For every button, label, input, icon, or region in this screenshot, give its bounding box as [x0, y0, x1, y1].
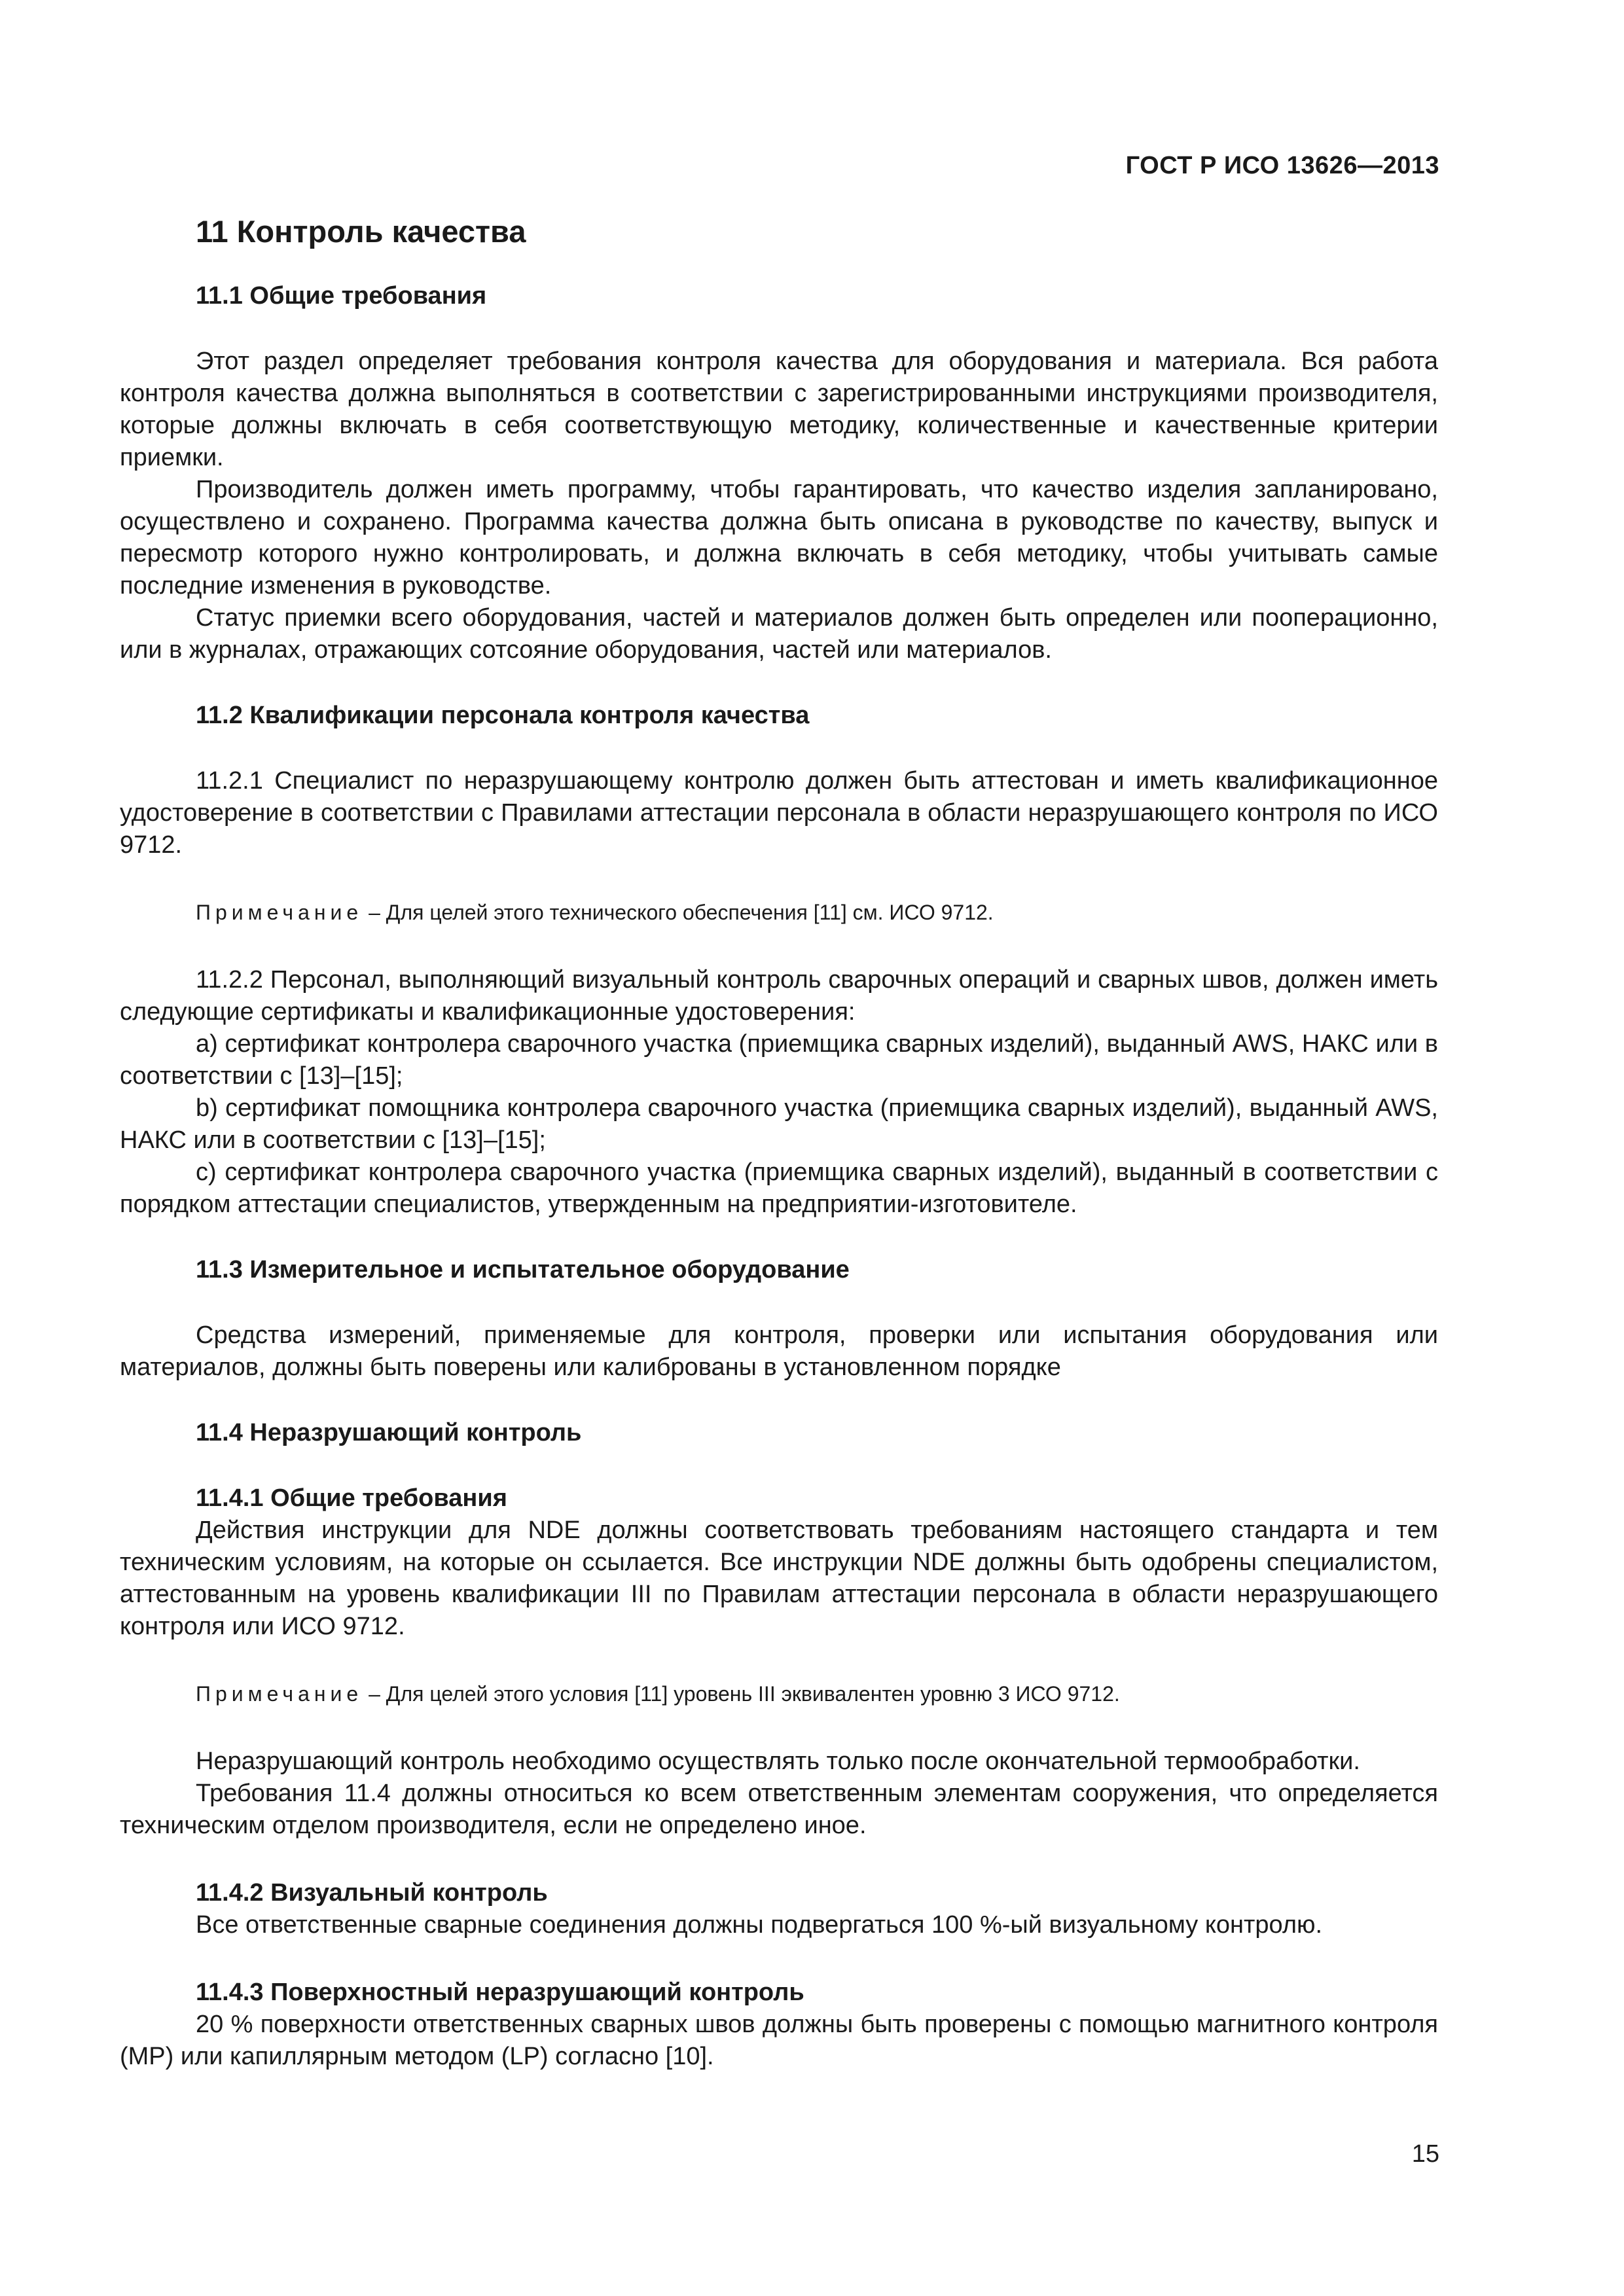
paragraph: Все ответственные сварные соединения должны подвергаться 100 %-ый визуальному контролю.: [196, 1911, 1323, 1939]
paragraph: Средства измерений, применяемые для контроля, проверки или испытания оборудования или материалов, должны быть поверены или калиброваны в установленном порядке: [120, 1321, 1438, 1381]
paragraph: Неразрушающий контроль необходимо осуществлять только после окончательной термообработки.: [196, 1748, 1360, 1775]
list-item-c: c) сертификат контролера сварочного участка (приемщика сварных изделий), выданный в соответствии с порядком аттестации специалистов, утвержденным на предприятии-изготовителе.: [120, 1158, 1438, 1218]
paragraph: Производитель должен иметь программу, чтобы гарантировать, что качество изделия запланировано, осуществлено и сохранено. Программа качества должна быть описана в руководстве по качеству, выпуск и пересмотр которого нужно контролировать, и должна включать в себя методику, чтобы учитывать самые последние изменения в руководстве.: [120, 476, 1438, 600]
list-item-a: a) сертификат контролера сварочного участка (приемщика сварных изделий), выданный AWS, НАКС или в соответствии с [13]–[15];: [120, 1030, 1438, 1090]
paragraph: Требования 11.4 должны относиться ко всем ответственным элементам сооружения, что определяется техническим отделом производителя, если не определено иное.: [120, 1780, 1438, 1839]
paragraph: Статус приемки всего оборудования, частей и материалов должен быть определен или пооперационно, или в журналах, отражающих сотсояние оборудования, частей или материалов.: [120, 604, 1438, 664]
section-11-1-body: [120, 346, 1438, 666]
paragraph: Действия инструкции для NDE должны соответствовать требованиям настоящего стандарта и тем техническим условиям, на которые он ссылается. Все инструкции NDE должны быть одобрены специалистом, аттестованным на уровень квалификации III по Правилам аттестации персонала в области неразрушающего контроля или ИСО 9712.: [120, 1516, 1438, 1640]
note-text: – Для целей этого технического обеспечения [11] см. ИСО 9712.: [363, 901, 994, 924]
section-11-heading: 11 Контроль качества: [196, 214, 526, 249]
section-11-4-1-heading: 11.4.1 Общие требования: [196, 1484, 507, 1512]
section-11-4-3-body: [120, 2009, 1438, 2073]
section-11-4-2-heading: 11.4.2 Визуальный контроль: [196, 1879, 548, 1907]
page-content: [120, 213, 1438, 2108]
paragraph: Этот раздел определяет требования контроля качества для оборудования и материала. Вся работа контроля качества должна выполняться в соответствии с зарегистрированными инструкциями производителя, которые должны включать в себя соответствующую методику, количественные и качественные критерии приемки.: [120, 348, 1438, 471]
note-11-2-1: [196, 897, 1438, 929]
section-11-4-3-heading: 11.4.3 Поверхностный неразрушающий контроль: [196, 1979, 804, 2006]
note-text: – Для целей этого условия [11] уровень III эквивалентен уровню 3 ИСО 9712.: [363, 1682, 1120, 1706]
section-11-2-heading: 11.2 Квалификации персонала контроля качества: [196, 702, 810, 729]
section-11-4-2-body: [120, 1909, 1438, 1941]
section-11-4-heading: 11.4 Неразрушающий контроль: [196, 1419, 582, 1446]
clause-11-2-2: [120, 964, 1438, 1221]
section-11-4-1-body: [120, 1515, 1438, 1643]
list-item-b: b) сертификат помощника контролера сварочного участка (приемщика сварных изделий), выданный AWS, НАКС или в соответствии с [13]–[15];: [120, 1094, 1438, 1154]
document-code-header: ГОСТ Р ИСО 13626—2013: [1125, 152, 1439, 179]
section-11-3-heading: 11.3 Измерительное и испытательное оборудование: [196, 1256, 850, 1283]
section-11-4-1-continued: [120, 1746, 1438, 1842]
note-11-4-1: [196, 1678, 1438, 1710]
paragraph: 20 % поверхности ответственных сварных швов должны быть проверены с помощью магнитного контроля (MP) или капиллярным методом (LP) согласно [10].: [120, 2011, 1438, 2070]
paragraph: 11.2.2 Персонал, выполняющий визуальный контроль сварочных операций и сварных швов, должен иметь следующие сертификаты и квалификационные удостоверения:: [120, 966, 1438, 1026]
note-label: Примечание: [196, 901, 363, 924]
section-11-1-heading: 11.1 Общие требования: [196, 282, 487, 310]
section-11-3-body: [120, 1319, 1438, 1384]
clause-11-2-1: [120, 765, 1438, 861]
note-label: Примечание: [196, 1682, 363, 1706]
page-number: 15: [1411, 2140, 1439, 2168]
paragraph: 11.2.1 Специалист по неразрушающему контролю должен быть аттестован и иметь квалификационное удостоверение в соответствии с Правилами аттестации персонала в области неразрушающего контроля по ИСО 9712.: [120, 767, 1438, 859]
